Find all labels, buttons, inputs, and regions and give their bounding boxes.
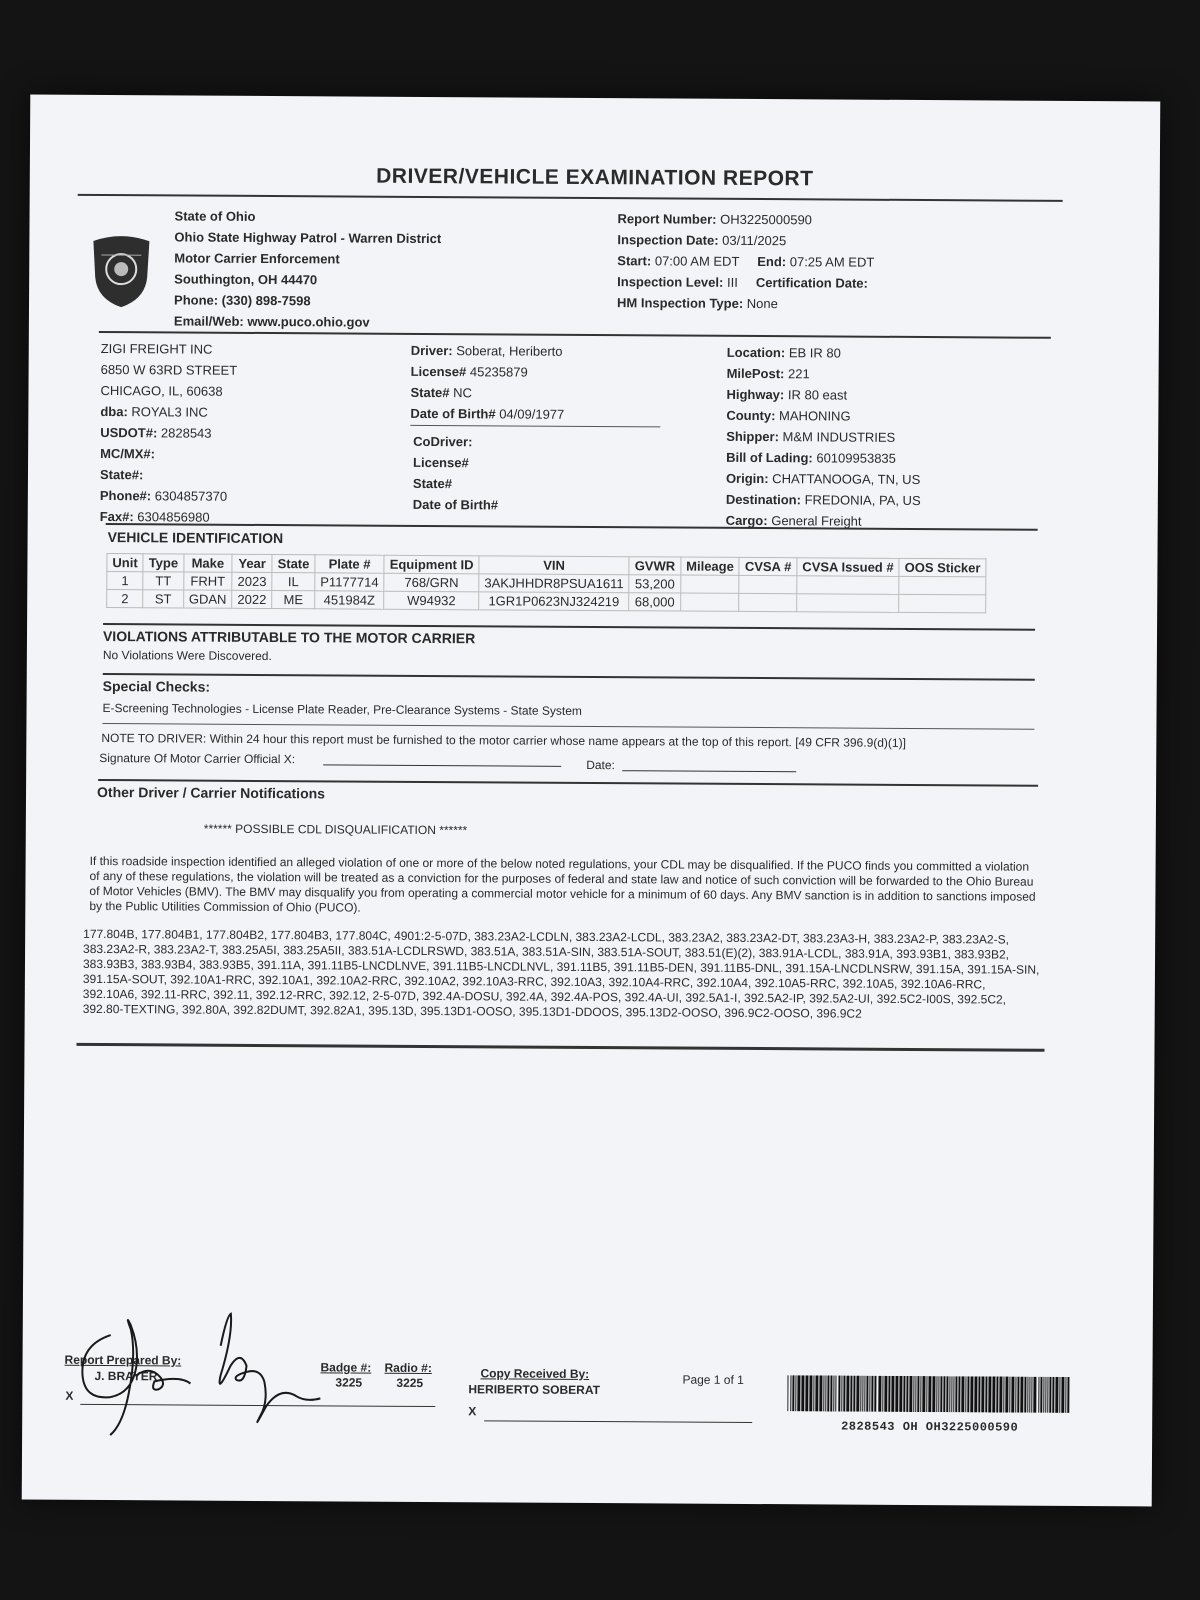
driver-block [410,340,564,425]
handwritten-signature-icon [70,1305,331,1447]
prepared-x-mark: X [65,1388,74,1403]
cargo-value: General Freight [771,513,862,529]
license-label: License# [410,363,467,380]
vehicle-cell: TT [143,572,183,590]
vehicle-cell: IL [272,573,315,591]
highway-value: IR 80 east [787,387,848,403]
carrier-fax: 6304856980 [137,509,210,525]
bol-label: Bill of Lading: [726,449,813,466]
vehicle-cell: ST [143,590,183,608]
report-number: OH3225000590 [720,211,812,228]
codriver-label: CoDriver: [413,433,473,450]
vehicle-cell: 53,200 [629,575,681,593]
usdot-value: 2828543 [160,425,212,441]
cargo-label: Cargo: [725,512,768,529]
report-prepared-label: Report Prepared By: [64,1352,182,1368]
dob-label: Date of Birth# [410,405,496,422]
radio-number: 3225 [396,1375,424,1390]
special-checks-heading: Special Checks: [102,678,211,695]
destination-label: Destination: [725,491,802,508]
vehicle-column-header: CVSA # [739,557,797,575]
note-to-driver: NOTE TO DRIVER: Within 24 hour this report must be furnished to the motor carrier whose name appears at the top of this report. [49 CFR 396.9(d)(1)] [101,731,906,750]
vehicle-cell: ME [272,591,315,609]
vehicle-cell [739,575,797,593]
vehicle-cell: 768/GRN [384,573,479,592]
carrier-street: 6850 W 63RD STREET [100,361,238,378]
vehicle-column-header: Year [232,554,272,572]
vehicle-cell: 2022 [232,590,272,608]
barcode-text: 2828543 OH OH3225000590 [841,1419,1019,1435]
start-label: Start: [617,253,652,269]
end-time: 07:25 AM EDT [789,254,875,270]
origin-label: Origin: [725,470,769,487]
shipper-label: Shipper: [726,428,780,445]
vehicle-cell [899,594,986,613]
agency-web: Email/Web: www.puco.ohio.gov [173,313,370,330]
divider [410,425,660,428]
driver-name: Soberat, Heriberto [456,343,563,359]
vehicle-column-header: Make [184,554,233,572]
report-number-label: Report Number: [617,211,717,227]
carrier-signature-line[interactable] [323,764,561,766]
inspection-date-label: Inspection Date: [617,232,719,248]
agency-state: State of Ohio [174,208,256,224]
bol-value: 60109953835 [816,450,896,466]
vehicle-column-header: CVSA Issued # [797,558,899,577]
vehicle-cell: 1GR1P0623NJ324219 [479,592,629,611]
inspection-date: 03/11/2025 [722,232,787,249]
page-number: Page 1 of 1 [682,1372,744,1387]
vehicle-cell [899,576,986,595]
certification-date-label: Certification Date: [755,274,868,291]
violations-text: No Violations Were Discovered. [102,648,272,664]
codriver-dob-label: Date of Birth# [412,496,499,513]
divider [76,1043,1044,1052]
driver-dob: 04/09/1977 [499,406,565,422]
cdl-disqualification-paragraph: If this roadside inspection identified an alleged violation of one or more of the below noted regulations, your CDL may be disqualified. If the PUCO finds you committed a violation of any of these regulations, the violation will be treated as a conviction for the purposes of federal and state law and notice of such conviction will be forwarded to the Ohio Bureau of Motor Vehicles (BMV). The BMV may disqualify you from operating a commercial motor vehicle for a minimum of 60 days. Any BMV sanction is in addition to sanctions imposed by the Public Utilities Commission of Ohio (PUCO). [89,853,1036,915]
inspection-level-label: Inspection Level: [617,274,724,290]
vehicle-cell [680,593,739,611]
location-label: Location: [726,344,786,361]
radio-label: Radio #: [384,1360,432,1376]
destination-value: FREDONIA, PA, US [804,492,921,509]
vehicle-column-header: State [272,555,315,573]
vehicle-cell: 68,000 [629,593,681,611]
divider [103,673,1035,681]
vehicle-cell: 3AKJHHDR8PSUA1611 [479,574,629,593]
divider [102,723,1034,730]
vehicle-cell [681,575,740,593]
end-label: End: [757,254,787,270]
vehicle-cell: 2023 [232,572,272,590]
location-block [726,342,922,532]
agency-name: Ohio State Highway Patrol - Warren District [174,229,442,247]
carrier-block [100,338,238,528]
vehicle-cell: P1177714 [315,573,384,591]
vehicle-column-header: GVWR [629,557,681,575]
codriver-state-label: State# [412,475,453,492]
codriver-license-label: License# [413,454,469,471]
notifications-heading: Other Driver / Carrier Notifications [96,783,326,802]
vehicle-column-header: OOS Sticker [899,558,986,577]
start-time: 07:00 AM EDT [654,253,740,269]
carrier-phone-label: Phone#: [99,487,152,504]
agency-block [174,205,442,333]
copy-received-signature-line[interactable] [484,1420,752,1423]
license-number: 45235879 [469,364,528,380]
carrier-phone: 6304857370 [154,488,228,504]
milepost-value: 221 [787,366,810,382]
hm-inspection-type: None [746,295,778,312]
report-info [617,208,875,315]
vehicle-cell [739,593,797,611]
hm-inspection-type-label: HM Inspection Type: [616,295,744,311]
carrier-city: CHICAGO, IL, 60638 [100,382,223,399]
copy-received-name: HERIBERTO SOBERAT [468,1382,601,1398]
agency-address: Southington, OH 44470 [174,271,318,288]
driver-label: Driver: [410,342,453,359]
vehicle-column-header: Plate # [315,555,384,573]
badge-label: Badge #: [320,1360,372,1375]
vehicle-column-header: Unit [107,554,143,572]
barcode-icon [787,1375,1072,1413]
violations-heading: VIOLATIONS ATTRIBUTABLE TO THE MOTOR CARRIER [102,628,476,647]
vehicle-table [106,553,986,613]
carrier-name: ZIGI FREIGHT INC [100,340,213,357]
vehicle-cell: FRHT [183,572,232,590]
copy-received-label: Copy Received By: [480,1366,590,1381]
inspection-level: III [726,274,738,290]
vehicle-cell: 451984Z [315,591,384,609]
copy-x-mark: X [468,1404,477,1419]
signature-date-label: Date: [586,757,615,773]
vehicle-cell [797,576,899,595]
agency-phone: Phone: (330) 898-7598 [174,292,311,309]
driver-state: NC [453,385,472,401]
vehicle-heading: VEHICLE IDENTIFICATION [107,529,284,547]
dba-label: dba: [100,403,128,420]
vehicle-cell: 2 [107,590,143,608]
dba-value: ROYAL3 INC [131,404,208,420]
highway-label: Highway: [726,386,785,403]
vehicle-cell: W94932 [384,591,479,610]
divider [78,194,1063,202]
carrier-fax-label: Fax#: [99,508,134,525]
vehicle-column-header: Equipment ID [384,555,479,574]
cdl-regulation-codes: 177.804B, 177.804B1, 177.804B2, 177.804B3, 177.804C, 4901:2-5-07D, 383.23A2-LCDLN, 383.23A2-LCDL, 383.23A2, 383.23A2-DT, 383.23A3-H, 383.23A2-P, 383.23A2-S, 383.23A2-R, 383.23A2-T, 383.25A5I, 383.25A5II, 383.51A-LCDLRSWD, 383.51A, 383.51A-SIN, 383.51A-SOUT, 383.51(E)(2), 383.91A-LCDL, 383.91A, 393.93B1, 383.93B2, 383.93B3, 383.93B4, 383.93B5, 391.11A, 391.11B5-LNCDLNVE, 391.11B5-LNCDLNVL, 391.11B5, 391.11B5-DEN, 391.11B5-DNL, 391.15A-LNCDLNSRW, 391.15A, 391.15A-SIN, 391.15A-SOUT, 392.10A1-RRC, 392.10A1, 392.10A2-RRC, 392.10A2, 392.10A3-RRC, 392.10A3, 392.10A4-RRC, 392.10A4, 392.10A5-RRC, 392.10A5, 392.10A6-RRC, 392.10A6, 392.11-RRC, 392.11, 392.12-RRC, 392.12, 2-5-07D, 392.4A-DOSU, 392.4A, 392.4A-POS, 392.4A-UI, 392.5A1-I, 392.5A2-IP, 392.5A2-UI, 392.5C2-I00S, 392.5C2, 392.80-TEXTING, 392.80A, 392.82DUMT, 392.82A1, 395.13D, 395.13D1-OOSO, 395.13D1-DDOOS, 395.13D2-OOSO, 396.9C2-OOSO, 396.9C2 [82,926,1040,1021]
cdl-disqualification-title: ****** POSSIBLE CDL DISQUALIFICATION ****** [203,821,468,838]
report-title: DRIVER/VEHICLE EXAMINATION REPORT [376,164,814,191]
report-prepared-name: J. BRAYER [94,1368,158,1384]
county-label: County: [726,407,776,424]
mcmx-label: MC/MX#: [100,445,156,462]
vehicle-column-header: Mileage [681,557,740,575]
codriver-block [413,431,499,516]
report-paper [22,95,1161,1507]
special-checks-text: E-Screening Technologies - License Plate Reader, Pre-Clearance Systems - State System [102,701,582,718]
vehicle-column-header: VIN [479,556,629,575]
signature-date-line[interactable] [622,770,796,772]
driver-state-label: State# [410,384,450,401]
highway-patrol-seal-icon [87,233,155,309]
agency-division: Motor Carrier Enforcement [174,250,340,267]
shipper-value: M&M INDUSTRIES [782,429,896,445]
usdot-label: USDOT#: [100,424,158,441]
vehicle-column-header: Type [143,554,183,572]
vehicle-cell: 1 [107,572,143,590]
origin-value: CHATTANOOGA, TN, US [772,471,921,488]
location-value: EB IR 80 [788,345,841,361]
county-value: MAHONING [779,408,851,424]
carrier-signature-label: Signature Of Motor Carrier Official X: [99,750,296,767]
carrier-state-label: State#: [99,466,144,483]
badge-number: 3225 [335,1375,363,1390]
vehicle-cell: GDAN [183,590,232,608]
milepost-label: MilePost: [726,365,785,382]
divider [99,331,1051,339]
vehicle-cell [797,594,899,613]
